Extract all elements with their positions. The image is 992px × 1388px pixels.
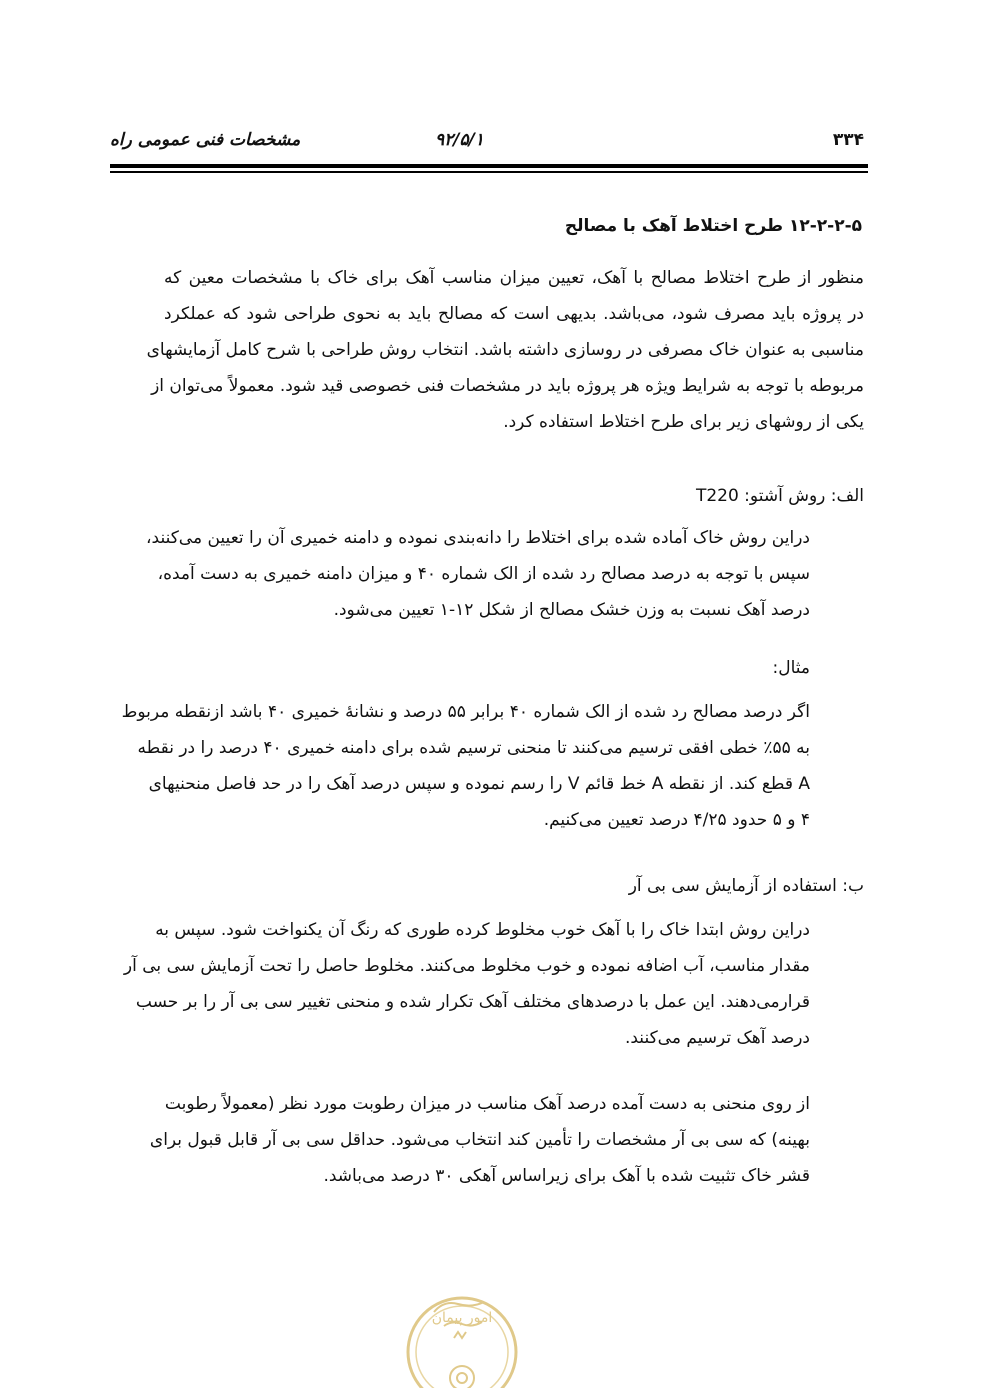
final-paragraph [149, 1086, 810, 1194]
intro-line: یکی از روشهای زیر برای طرح اختلاط استفاده کرد. [503, 412, 864, 432]
publisher-seal-logo [404, 1282, 520, 1388]
example-line: A قطع کند. از نقطه A خط قائم V را رسم نموده و سپس درصد آهک را در حد فاصل منحنیهای [148, 774, 810, 794]
intro-line: در پروژه باید مصرف شود، می‌باشد. بدیهی است که مصالح باید به نحوی طراحی شود که عملکرد [164, 304, 864, 324]
method-b-line: درصد آهک ترسیم می‌کنند. [624, 1028, 810, 1048]
method-b-line: مقدار مناسب، آب اضافه نموده و خوب مخلوط می‌کنند. مخلوط حاصل را تحت آزمایش سی بی آر [123, 956, 810, 976]
method-b-line: دراین روش ابتدا خاک را با آهک خوب مخلوط کرده طوری که رنگ آن یکنواخت شود. سپس به [155, 920, 810, 940]
method-a-line: درصد آهک نسبت به وزن خشک مصالح از شکل ۱۲-۱ تعیین می‌شود. [333, 600, 810, 620]
method-a-label: الف: روش آشتو: T220 [695, 486, 864, 506]
intro-line: مربوطه با توجه به شرایط ویژه هر پروژه باید در مشخصات فنی خصوصی قید شود. معمولاً می‌توان از [151, 376, 864, 396]
header-rule-thin [110, 171, 868, 173]
page-number: ۳۳۴ [832, 130, 864, 150]
intro-line: منظور از طرح اختلاط مصالح با آهک، تعیین میزان مناسب آهک برای خاک با مشخصات معین که [164, 268, 864, 288]
seal-text: امور پیمان [431, 1310, 493, 1326]
header-title: مشخصات فنی عمومی راه [110, 130, 301, 150]
example-line: به ۵۵٪ خطی افقی ترسیم می‌کنند تا منحنی ترسیم شده برای دامنه خمیری ۴۰ درصد را در نقطه [137, 738, 810, 758]
method-b-line: قرارمی‌دهند. این عمل با درصدهای مختلف آهک تکرار شده و منحنی تغییر سی بی آر را بر حسب [135, 992, 810, 1012]
final-line: از روی منحنی به دست آمده درصد آهک مناسب در میزان رطوبت مورد نظر (معمولاً رطوبت [164, 1094, 810, 1114]
method-a-line: دراین روش خاک آماده شده برای اختلاط را دانه‌بندی نموده و دامنه خمیری آن را تعیین می‌کنند، [146, 528, 810, 548]
header-rule-thick [110, 164, 868, 168]
method-b-paragraph [123, 912, 810, 1056]
example-line: ۴ و ۵ حدود ۴/۲۵ درصد تعیین می‌کنیم. [543, 810, 810, 830]
example-paragraph [121, 694, 810, 838]
seal-icon [404, 1282, 520, 1388]
intro-paragraph [146, 260, 864, 440]
final-line: قشر خاک تثبیت شده با آهک برای زیراساس آهکی ۳۰ درصد می‌باشد. [323, 1166, 810, 1186]
method-a-paragraph [146, 520, 810, 628]
section-title: ۱۲-۲-۲-۵ طرح اختلاط آهک با مصالح [564, 216, 862, 236]
method-a-line: سپس با توجه به درصد مصالح رد شده از الک شماره ۴۰ و میزان دامنه خمیری به دست آمده، [157, 564, 810, 584]
method-b-label: ب: استفاده از آزمایش سی بی آر [628, 876, 864, 896]
example-line: اگر درصد مصالح رد شده از الک شماره ۴۰ برابر ۵۵ درصد و نشانهٔ خمیری ۴۰ باشد ازنقطه مربوط [121, 702, 810, 722]
header-date: ۹۲/۵/۱ [435, 130, 484, 150]
intro-line: مناسبی به عنوان خاک مصرفی در روسازی داشته باشد. انتخاب روش طراحی با شرح کامل آزمایشهای [146, 340, 864, 360]
example-label: مثال: [772, 658, 810, 678]
final-line: بهینه) که سی بی آر مشخصات را تأمین کند انتخاب می‌شود. حداقل سی بی آر قابل قبول برای [149, 1130, 810, 1150]
